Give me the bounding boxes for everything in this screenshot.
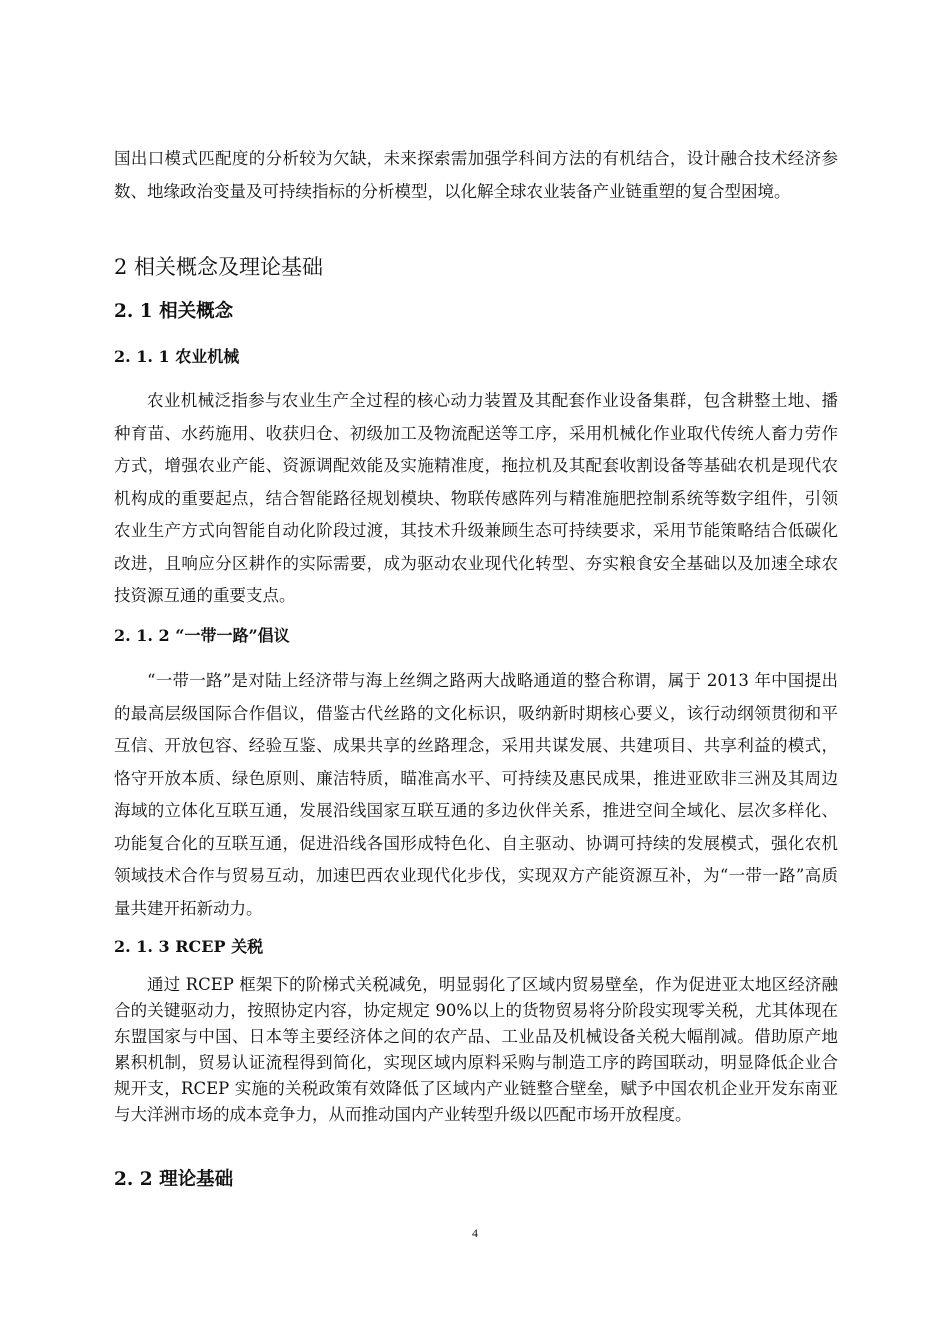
section-heading-2-1: 2. 1 相关概念 [114,301,234,322]
subsection-heading-2-1-2: 2. 1. 2 “一带一路”倡议 [114,626,290,645]
continuation-paragraph: 国出口模式匹配度的分析较为欠缺，未来探索需加强学科间方法的有机结合，设计融合技术经济参数、地缘政治变量及可持续指标的分析模型，以化解全球农业装备产业链重塑的复合型困境。 [114,149,838,201]
paragraph-agricultural-machinery: 农业机械泛指参与农业生产全过程的核心动力装置及其配套作业设备集群，包含耕整土地、播种育苗、水药施用、收获归仓、初级加工及物流配送等工序，采用机械化作业取代传统人畜力劳作方式，增强农业产能、资源调配效能及实施精准度，拖拉机及其配套收割设备等基础农机是现代农机构成的重要起点，结合智能路径规划模块、物联传感阵列与精准施肥控制系统等数字组件，引领农业生产方式向智能自动化阶段过渡，其技术升级兼顾生态可持续要求，采用节能策略结合低碳化改进，且响应分区耕作的实际需要，成为驱动农业现代化转型、夯实粮食安全基础以及加速全球农技资源互通的重要支点。 [114,391,838,605]
paragraph-rcep-tariff: 通过 RCEP 框架下的阶梯式关税减免，明显弱化了区域内贸易壁垒，作为促进亚太地区经济融合的关键驱动力，按照协定内容，协定规定 90%以上的货物贸易将分阶段实现零关税，尤其体现在东盟国家与中国、日本等主要经济体之间的农产品、工业品及机械设备关税大幅削减。借助原产地累积机制，贸易认证流程得到简化，实现区域内原料采购与制造工序的跨国联动，明显降低企业合规开支，RCEP 实施的关税政策有效降低了区域内产业链整合壁垒，赋予中国农机企业开发东南亚与大洋洲市场的成本竞争力，从而推动国内产业转型升级以匹配市场开放程度。 [114,975,838,1124]
chapter-heading: 2 相关概念及理论基础 [114,255,324,279]
paragraph-belt-and-road: “一带一路”是对陆上经济带与海上丝绸之路两大战略通道的整合称谓，属于 2013 年中国提出的最高层级国际合作倡议，借鉴古代丝路的文化标识，吸纳新时期核心要义，该行动纲领贯彻和平互信、开放包容、经验互鉴、成果共享的丝路理念，采用共谋发展、共建项目、共享利益的模式，恪守开放本质、绿色原则、廉洁特质，瞄准高水平、可持续及惠民成果，推进亚欧非三洲及其周边海域的立体化互联互通，发展沿线国家互联互通的多边伙伴关系，推进空间全域化、层次多样化、功能复合化的互联互通，促进沿线各国形成特色化、自主驱动、协调可持续的发展模式，强化农机领域技术合作与贸易互动，加速巴西农业现代化步伐，实现双方产能资源互补，为“一带一路”高质量共建开拓新动力。 [114,671,838,918]
subsection-heading-2-1-3: 2. 1. 3 RCEP 关税 [114,937,264,956]
subsection-heading-2-1-1: 2. 1. 1 农业机械 [114,347,240,366]
page-number: 4 [472,1226,478,1240]
section-heading-2-2: 2. 2 理论基础 [114,1169,234,1190]
